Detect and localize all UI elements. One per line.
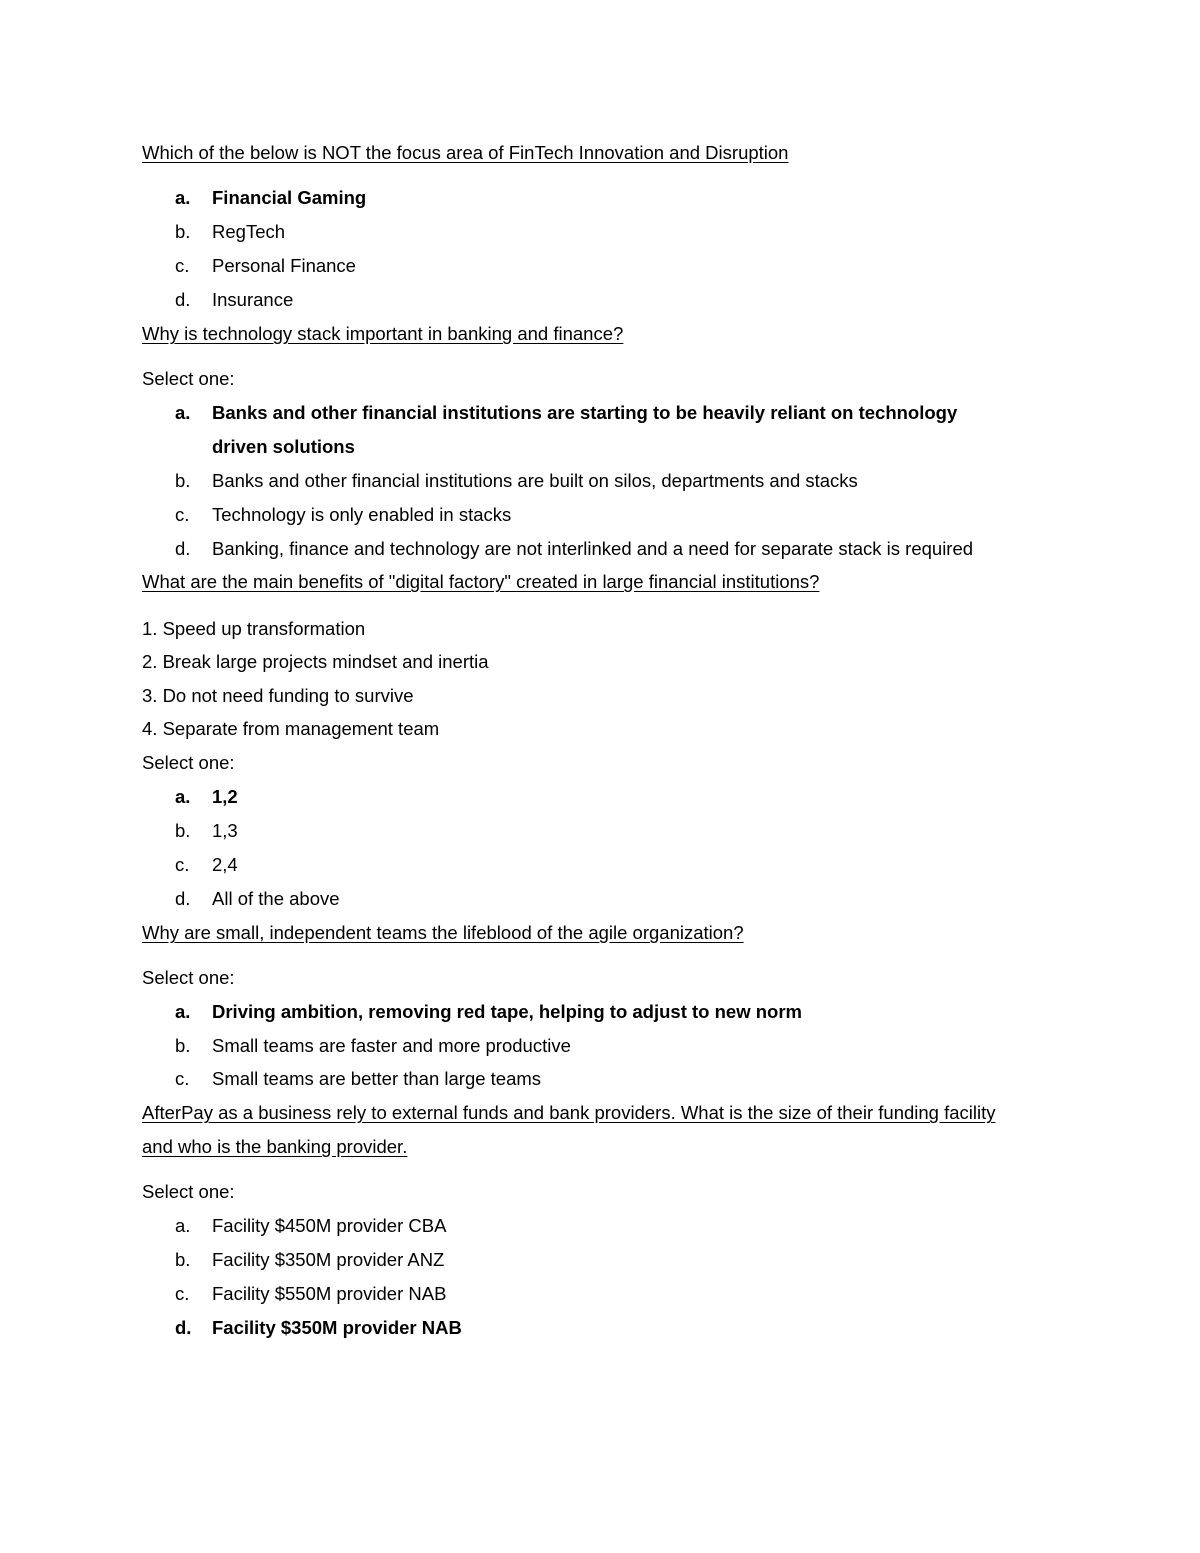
question-1-title: Which of the below is NOT the focus area of FinTech Innovation and Disruption (142, 142, 789, 163)
option-letter: d. (175, 538, 191, 559)
option-text: Banks and other financial institutions are built on silos, departments and stacks (212, 470, 858, 491)
question-5-title-continued: and who is the banking provider. (142, 1136, 408, 1157)
option-text: Facility $350M provider NAB (212, 1317, 462, 1338)
question-2-prompt: Select one: (142, 368, 235, 389)
option-letter: a. (175, 1215, 191, 1236)
option-letter: d. (175, 888, 191, 909)
question-2-title: Why is technology stack important in banking and finance? (142, 323, 624, 344)
question-5-prompt: Select one: (142, 1181, 235, 1202)
option-text: Technology is only enabled in stacks (212, 504, 512, 525)
option-letter: c. (175, 504, 190, 525)
option-text: Financial Gaming (212, 187, 367, 208)
option-letter: a. (175, 1001, 191, 1022)
option-letter: c. (175, 1283, 190, 1304)
question-3-statement-1: 1. Speed up transformation (142, 618, 366, 639)
option-letter: b. (175, 1249, 191, 1270)
option-letter: d. (175, 289, 191, 310)
option-letter: b. (175, 470, 191, 491)
option-text: Facility $550M provider NAB (212, 1283, 447, 1304)
question-3-prompt: Select one: (142, 752, 235, 773)
option-text: 1,2 (212, 786, 238, 807)
option-letter: a. (175, 402, 191, 423)
option-text: Driving ambition, removing red tape, helping to adjust to new norm (212, 1001, 802, 1022)
option-text: Facility $350M provider ANZ (212, 1249, 445, 1270)
option-letter: b. (175, 1035, 191, 1056)
option-letter: c. (175, 255, 190, 276)
option-letter: b. (175, 221, 191, 242)
option-text-continued: driven solutions (212, 436, 355, 457)
option-text: Small teams are better than large teams (212, 1068, 542, 1089)
option-letter: a. (175, 187, 191, 208)
option-letter: c. (175, 854, 190, 875)
question-4-prompt: Select one: (142, 967, 235, 988)
question-4-title: Why are small, independent teams the lifeblood of the agile organization? (142, 922, 744, 943)
option-text: Banks and other financial institutions are starting to be heavily reliant on technology (212, 402, 958, 423)
option-text: Banking, finance and technology are not interlinked and a need for separate stack is required (212, 538, 974, 559)
option-letter: b. (175, 820, 191, 841)
option-text: 1,3 (212, 820, 238, 841)
question-3-statement-3: 3. Do not need funding to survive (142, 685, 414, 706)
question-5-title: AfterPay as a business rely to external funds and bank providers. What is the size of their funding facility (142, 1102, 996, 1123)
option-letter: d. (175, 1317, 192, 1338)
option-text: RegTech (212, 221, 286, 242)
question-3-statement-2: 2. Break large projects mindset and inertia (142, 651, 489, 672)
question-3-statement-4: 4. Separate from management team (142, 718, 440, 739)
option-letter: a. (175, 786, 191, 807)
option-letter: c. (175, 1068, 190, 1089)
option-text: Facility $450M provider CBA (212, 1215, 447, 1236)
option-text: Personal Finance (212, 255, 356, 276)
option-text: Small teams are faster and more productive (212, 1035, 571, 1056)
option-text: 2,4 (212, 854, 238, 875)
option-text: All of the above (212, 888, 340, 909)
option-text: Insurance (212, 289, 294, 310)
question-3-title: What are the main benefits of "digital factory" created in large financial institutions? (142, 571, 820, 592)
